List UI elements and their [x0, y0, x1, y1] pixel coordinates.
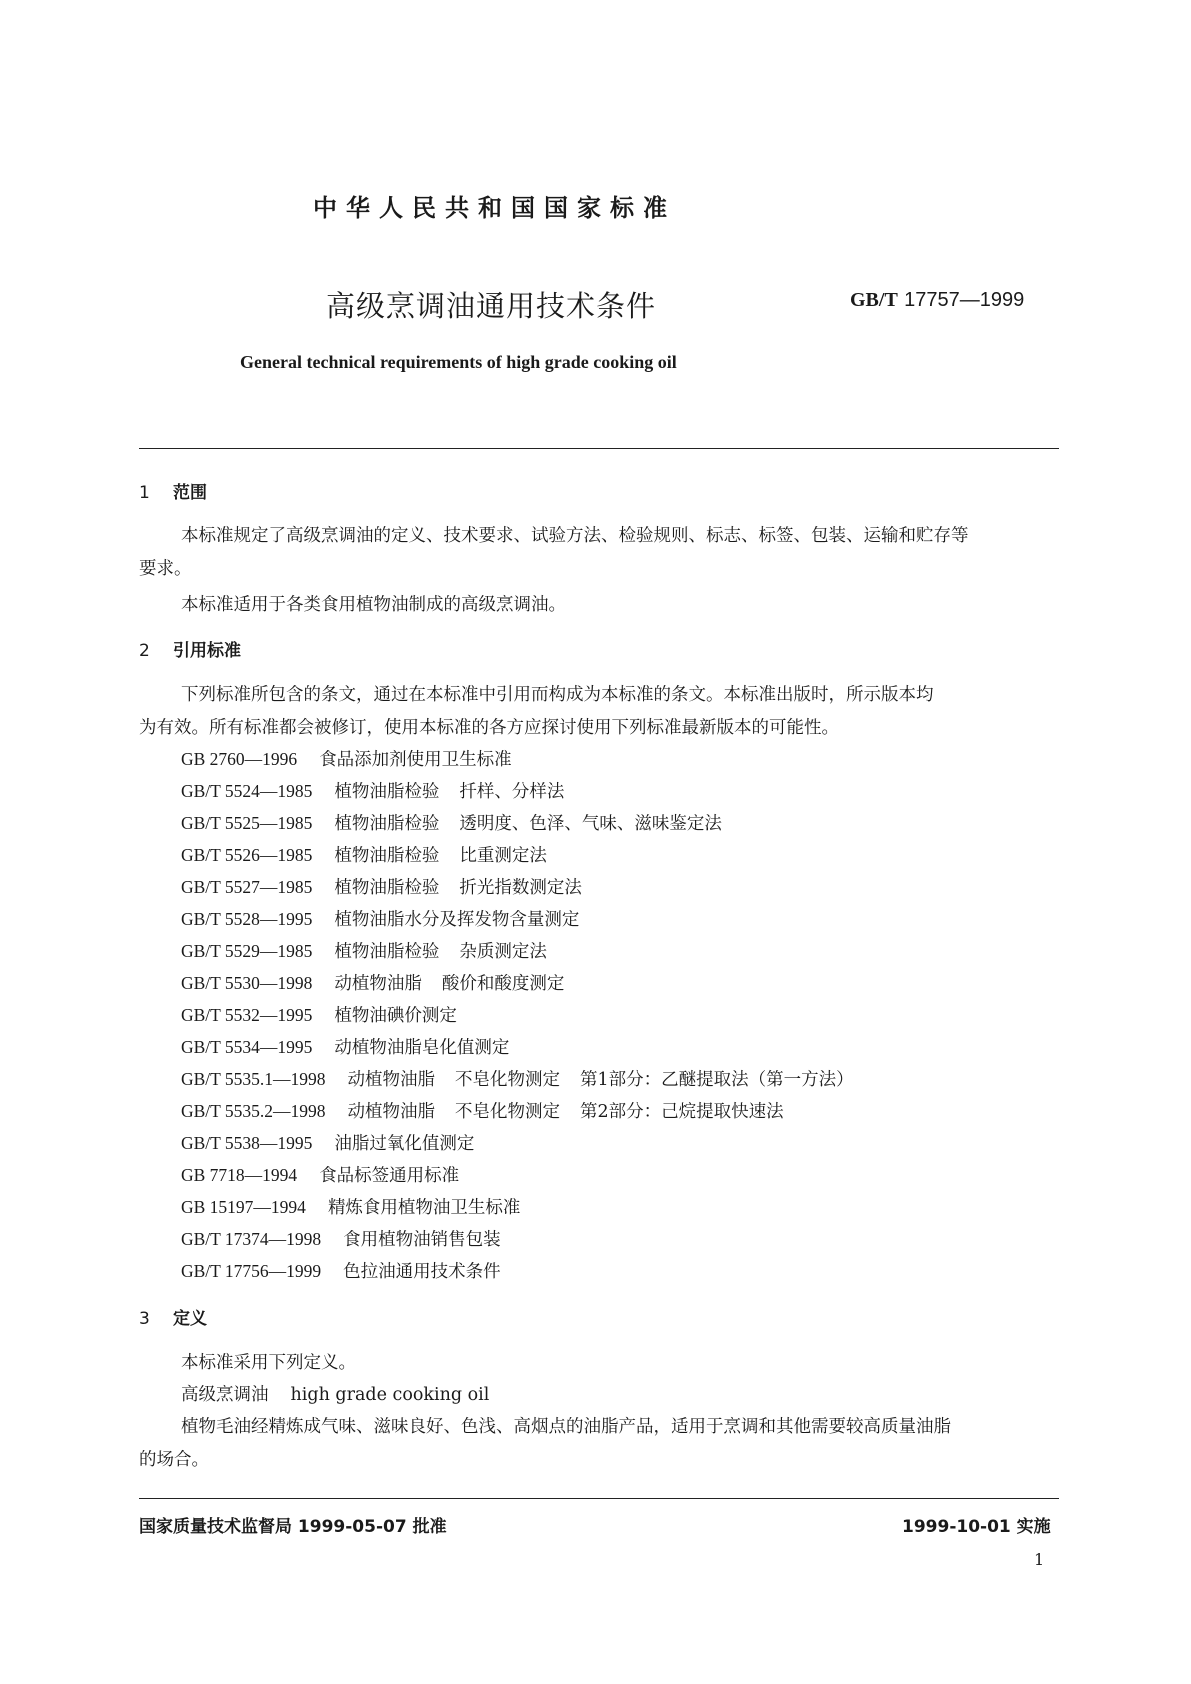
reference-subtitle: 比重测定法 — [459, 846, 547, 866]
reference-subtitle: 不皂化物测定 — [455, 1102, 561, 1122]
reference-item — [181, 970, 564, 995]
reference-title: 植物油脂检验 — [334, 782, 440, 802]
reference-title: 植物油脂检验 — [334, 878, 440, 898]
definition-text-line: 植物毛油经精炼成气味、滋味良好、色浅、高烟点的油脂产品，适用于烹调和其他需要较高质量油脂 — [181, 1417, 951, 1437]
reference-code: GB/T 5526—1985 — [181, 845, 313, 865]
section-number: 2 — [139, 641, 150, 661]
scope-paragraph-line: 本标准规定了高级烹调油的定义、技术要求、试验方法、检验规则、标志、标签、包装、运输和贮存等 — [181, 526, 969, 546]
section-heading-references — [139, 636, 241, 661]
reference-title: 植物油脂检验 — [334, 942, 440, 962]
references-intro-line: 为有效。所有标准都会被修订，使用本标准的各方应探讨使用下列标准最新版本的可能性。 — [139, 718, 839, 738]
reference-part: 第1部分：乙醚提取法（第一方法） — [580, 1070, 854, 1090]
standard-code — [850, 287, 1024, 312]
reference-code: GB 15197—1994 — [181, 1197, 306, 1217]
reference-code: GB/T 5524—1985 — [181, 781, 313, 801]
reference-code: GB/T 5532—1995 — [181, 1005, 313, 1025]
standard-code-prefix: GB/T — [850, 289, 898, 311]
header-rule — [139, 448, 1059, 449]
reference-part: 第2部分：己烷提取快速法 — [580, 1102, 784, 1122]
section-number: 1 — [139, 483, 150, 503]
reference-item — [181, 842, 547, 867]
reference-item — [181, 746, 512, 771]
reference-title: 植物油脂检验 — [334, 814, 440, 834]
reference-subtitle: 酸价和酸度测定 — [441, 974, 565, 994]
reference-title: 油脂过氧化值测定 — [334, 1134, 475, 1154]
reference-title: 动植物油脂 — [334, 974, 422, 994]
reference-code: GB/T 17756—1999 — [181, 1261, 322, 1281]
reference-item — [181, 1258, 501, 1283]
reference-item — [181, 1130, 474, 1155]
reference-title: 动植物油脂 — [347, 1102, 436, 1122]
document-title-en: General technical requirements of high grade cooking oil — [240, 352, 677, 372]
section-title: 定义 — [173, 1309, 207, 1329]
definition-term — [181, 1381, 489, 1406]
reference-item — [181, 1162, 459, 1187]
reference-code: GB 7718—1994 — [181, 1165, 298, 1185]
reference-title: 精炼食用植物油卫生标准 — [327, 1198, 521, 1218]
reference-subtitle: 透明度、色泽、气味、滋味鉴定法 — [459, 814, 722, 834]
reference-item — [181, 938, 547, 963]
reference-code: GB/T 5529—1985 — [181, 941, 313, 961]
reference-code: GB/T 5534—1995 — [181, 1037, 313, 1057]
definitions-intro: 本标准采用下列定义。 — [181, 1353, 356, 1373]
reference-subtitle: 折光指数测定法 — [459, 878, 582, 898]
section-heading-definitions — [139, 1304, 207, 1329]
reference-item — [181, 1226, 501, 1251]
reference-subtitle: 杂质测定法 — [459, 942, 547, 962]
section-title: 引用标准 — [173, 641, 241, 661]
reference-title: 动植物油脂 — [347, 1070, 436, 1090]
section-heading-scope — [139, 478, 207, 503]
reference-item — [181, 1066, 854, 1091]
scope-paragraph-line: 要求。 — [139, 559, 192, 579]
reference-item — [181, 1034, 509, 1059]
section-title: 范围 — [173, 483, 207, 503]
reference-code: GB/T 5535.2—1998 — [181, 1101, 326, 1121]
reference-title: 食用植物油销售包装 — [343, 1230, 501, 1250]
term-cn: 高级烹调油 — [181, 1385, 269, 1405]
reference-title: 植物油碘价测定 — [334, 1006, 457, 1026]
reference-item — [181, 906, 579, 931]
standard-code-number: 17757—1999 — [904, 289, 1025, 311]
reference-subtitle: 扦样、分样法 — [459, 782, 565, 802]
national-standard-heading: 中华人民共和国国家标准 — [313, 194, 676, 222]
reference-item — [181, 1002, 457, 1027]
term-en: high grade cooking oil — [290, 1385, 490, 1405]
reference-item — [181, 810, 722, 835]
reference-code: GB/T 5530—1998 — [181, 973, 313, 993]
reference-item — [181, 1194, 520, 1219]
reference-code: GB/T 17374—1998 — [181, 1229, 322, 1249]
reference-item — [181, 778, 564, 803]
document-title-cn: 高级烹调油通用技术条件 — [326, 289, 657, 323]
reference-code: GB/T 5528—1995 — [181, 909, 313, 929]
definition-text-line: 的场合。 — [139, 1450, 209, 1470]
reference-title: 动植物油脂皂化值测定 — [334, 1038, 510, 1058]
reference-code: GB/T 5535.1—1998 — [181, 1069, 326, 1089]
reference-code: GB 2760—1996 — [181, 749, 298, 769]
implementation-date: 1999-10-01 实施 — [902, 1517, 1051, 1537]
scope-paragraph: 本标准适用于各类食用植物油制成的高级烹调油。 — [181, 595, 566, 615]
approval-info: 国家质量技术监督局 1999-05-07 批准 — [139, 1517, 447, 1537]
reference-code: GB/T 5538—1995 — [181, 1133, 313, 1153]
reference-title: 植物油脂水分及挥发物含量测定 — [334, 910, 580, 930]
reference-subtitle: 不皂化物测定 — [455, 1070, 561, 1090]
reference-code: GB/T 5527—1985 — [181, 877, 313, 897]
section-number: 3 — [139, 1309, 150, 1329]
page-number: 1 — [1034, 1550, 1045, 1569]
reference-title: 色拉油通用技术条件 — [343, 1262, 501, 1282]
reference-item — [181, 874, 582, 899]
reference-code: GB/T 5525—1985 — [181, 813, 313, 833]
reference-title: 食品标签通用标准 — [319, 1166, 460, 1186]
footer-rule — [139, 1498, 1059, 1499]
reference-title: 植物油脂检验 — [334, 846, 440, 866]
reference-title: 食品添加剂使用卫生标准 — [319, 750, 512, 770]
references-intro-line: 下列标准所包含的条文，通过在本标准中引用而构成为本标准的条文。本标准出版时，所示版本均 — [181, 685, 934, 705]
reference-item — [181, 1098, 784, 1123]
